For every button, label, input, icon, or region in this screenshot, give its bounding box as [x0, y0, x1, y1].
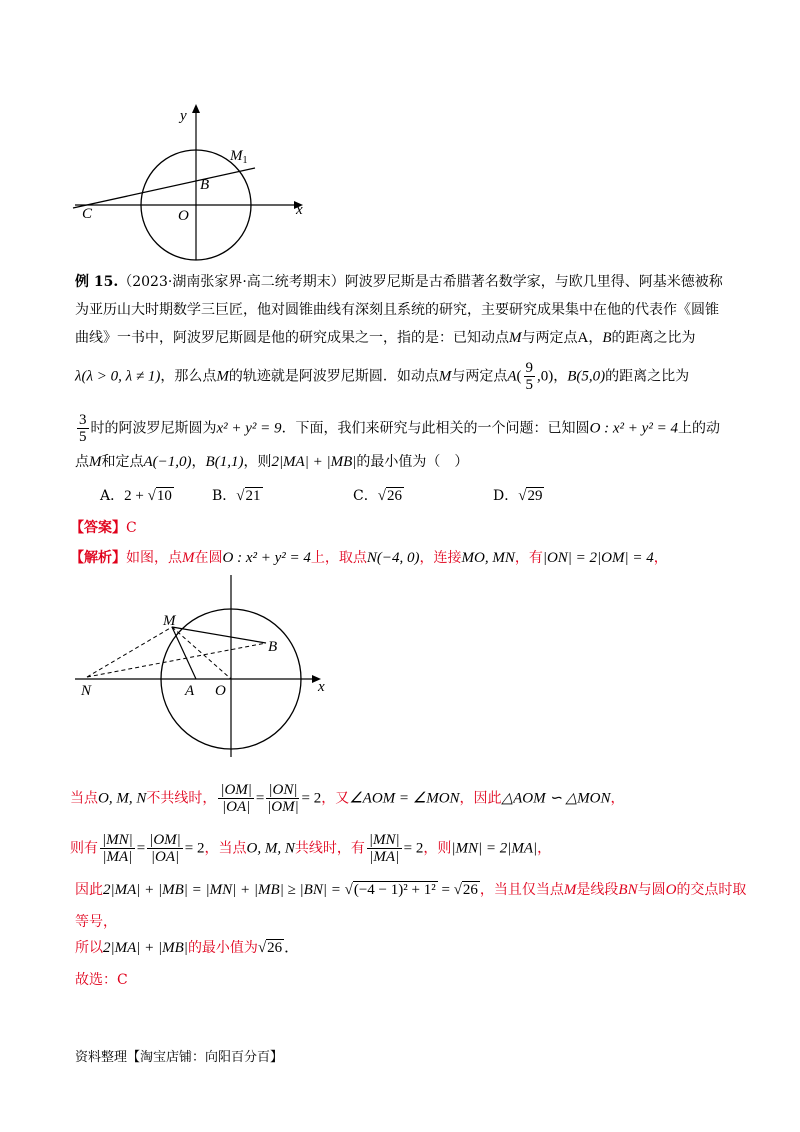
option-b: B．√21 — [212, 488, 261, 504]
problem-line-4: λ(λ > 0, λ ≠ 1)，那么点M的轨迹就是阿波罗尼斯圆．如动点M与两定点A( $\frac{9}{5}$ ,0)，B(5,0)的距离之比为 — [75, 360, 690, 393]
solution-line-4: 因此2|MA| + |MB| = |MN| + |MB| ≥ |BN| = √(−4 − 1)² + 1² = √26 ，当且仅当点M是线段BN与圆O的交点时取 — [75, 882, 747, 898]
problem-line-6: 点M和定点A(−1,0)，B(1,1)，则2|MA| + |MB|的最小值为（ ） — [75, 454, 469, 470]
solution-line-1: 【解析】如图，点M在圆O : x² + y² = 4上，取点N(−4, 0)，连接MO, MN，有|ON| = 2|OM| = 4， — [70, 550, 668, 566]
label-y: y — [180, 108, 187, 124]
label-x2: x — [318, 679, 325, 695]
option-d: D．√29 — [493, 488, 543, 504]
footer-text: 资料整理【淘宝店铺：向阳百分百】 — [75, 1050, 284, 1065]
option-a: A．2 + √10 — [100, 488, 172, 504]
figure-apollonius — [75, 575, 340, 760]
label-b2: B — [268, 639, 278, 655]
segment-mo — [172, 627, 231, 679]
label-b: B — [200, 177, 210, 193]
label-o: O — [178, 208, 189, 224]
label-o2: O — [215, 683, 226, 699]
figure-circle-tangent — [70, 100, 320, 265]
segment-mn — [87, 627, 172, 677]
segment-nb — [87, 643, 266, 677]
line-cm1 — [73, 168, 255, 208]
solution-line-5: 等号， — [75, 914, 117, 930]
label-m1: $M_1$ — [230, 148, 248, 166]
problem-source: （2023·湖南张家界·高二统考期末） — [118, 274, 345, 290]
problem-line-5: $\frac{3}{5}$ 时的阿波罗尼斯圆为x² + y² = 9．下面，我们来研究与此相关的一个问题：已知圆O : x² + y² = 4上的动 — [79, 412, 720, 445]
problem-line-3: 曲线》一书中，阿波罗尼斯圆是他的研究成果之一，指的是：已知动点M与两定点A，B的距离之比为 — [75, 330, 696, 346]
label-x: x — [296, 202, 303, 218]
label-a: A — [185, 683, 195, 699]
label-c: C — [82, 206, 93, 222]
option-c: C．√26 — [353, 488, 402, 504]
solution-line-6: 所以2|MA| + |MB|的最小值为√26 ． — [75, 940, 300, 956]
solution-line-3: 则有 $\frac{|MN|}{|MA|}$ = $\frac{|OM|}{|OA|}$ = 2，当点O, M, N共线时，有 $\frac{|MN|}{|MA|}$ = 2，则|MN| = 2|MA|， — [70, 832, 552, 865]
problem-tag: 例 15. — [75, 274, 119, 290]
segment-mb — [172, 627, 266, 643]
y-axis-arrow — [192, 104, 200, 113]
problem-text: 阿波罗尼斯是古希腊著名数学家，与欧几里得、阿基米德被称 — [344, 274, 723, 290]
segment-ma — [172, 627, 196, 679]
problem-line-2: 为亚历山大时期数学三巨匠，他对圆锥曲线有深刻且系统的研究，主要研究成果集中在他的代表作《圆锥 — [75, 302, 719, 318]
solution-line-2: 当点O, M, N不共线时， $\frac{|OM|}{|OA|}$ = $\frac{|ON|}{|OM|}$ = 2，又∠AOM = ∠MON，因此△AOM ∽ △MON， — [70, 782, 625, 815]
label-m: M — [163, 613, 176, 629]
label-n: N — [81, 683, 92, 699]
problem-line-1 — [75, 272, 723, 292]
solution-line-7: 故选：C — [75, 972, 128, 988]
answer-line: 【答案】C — [70, 520, 137, 536]
